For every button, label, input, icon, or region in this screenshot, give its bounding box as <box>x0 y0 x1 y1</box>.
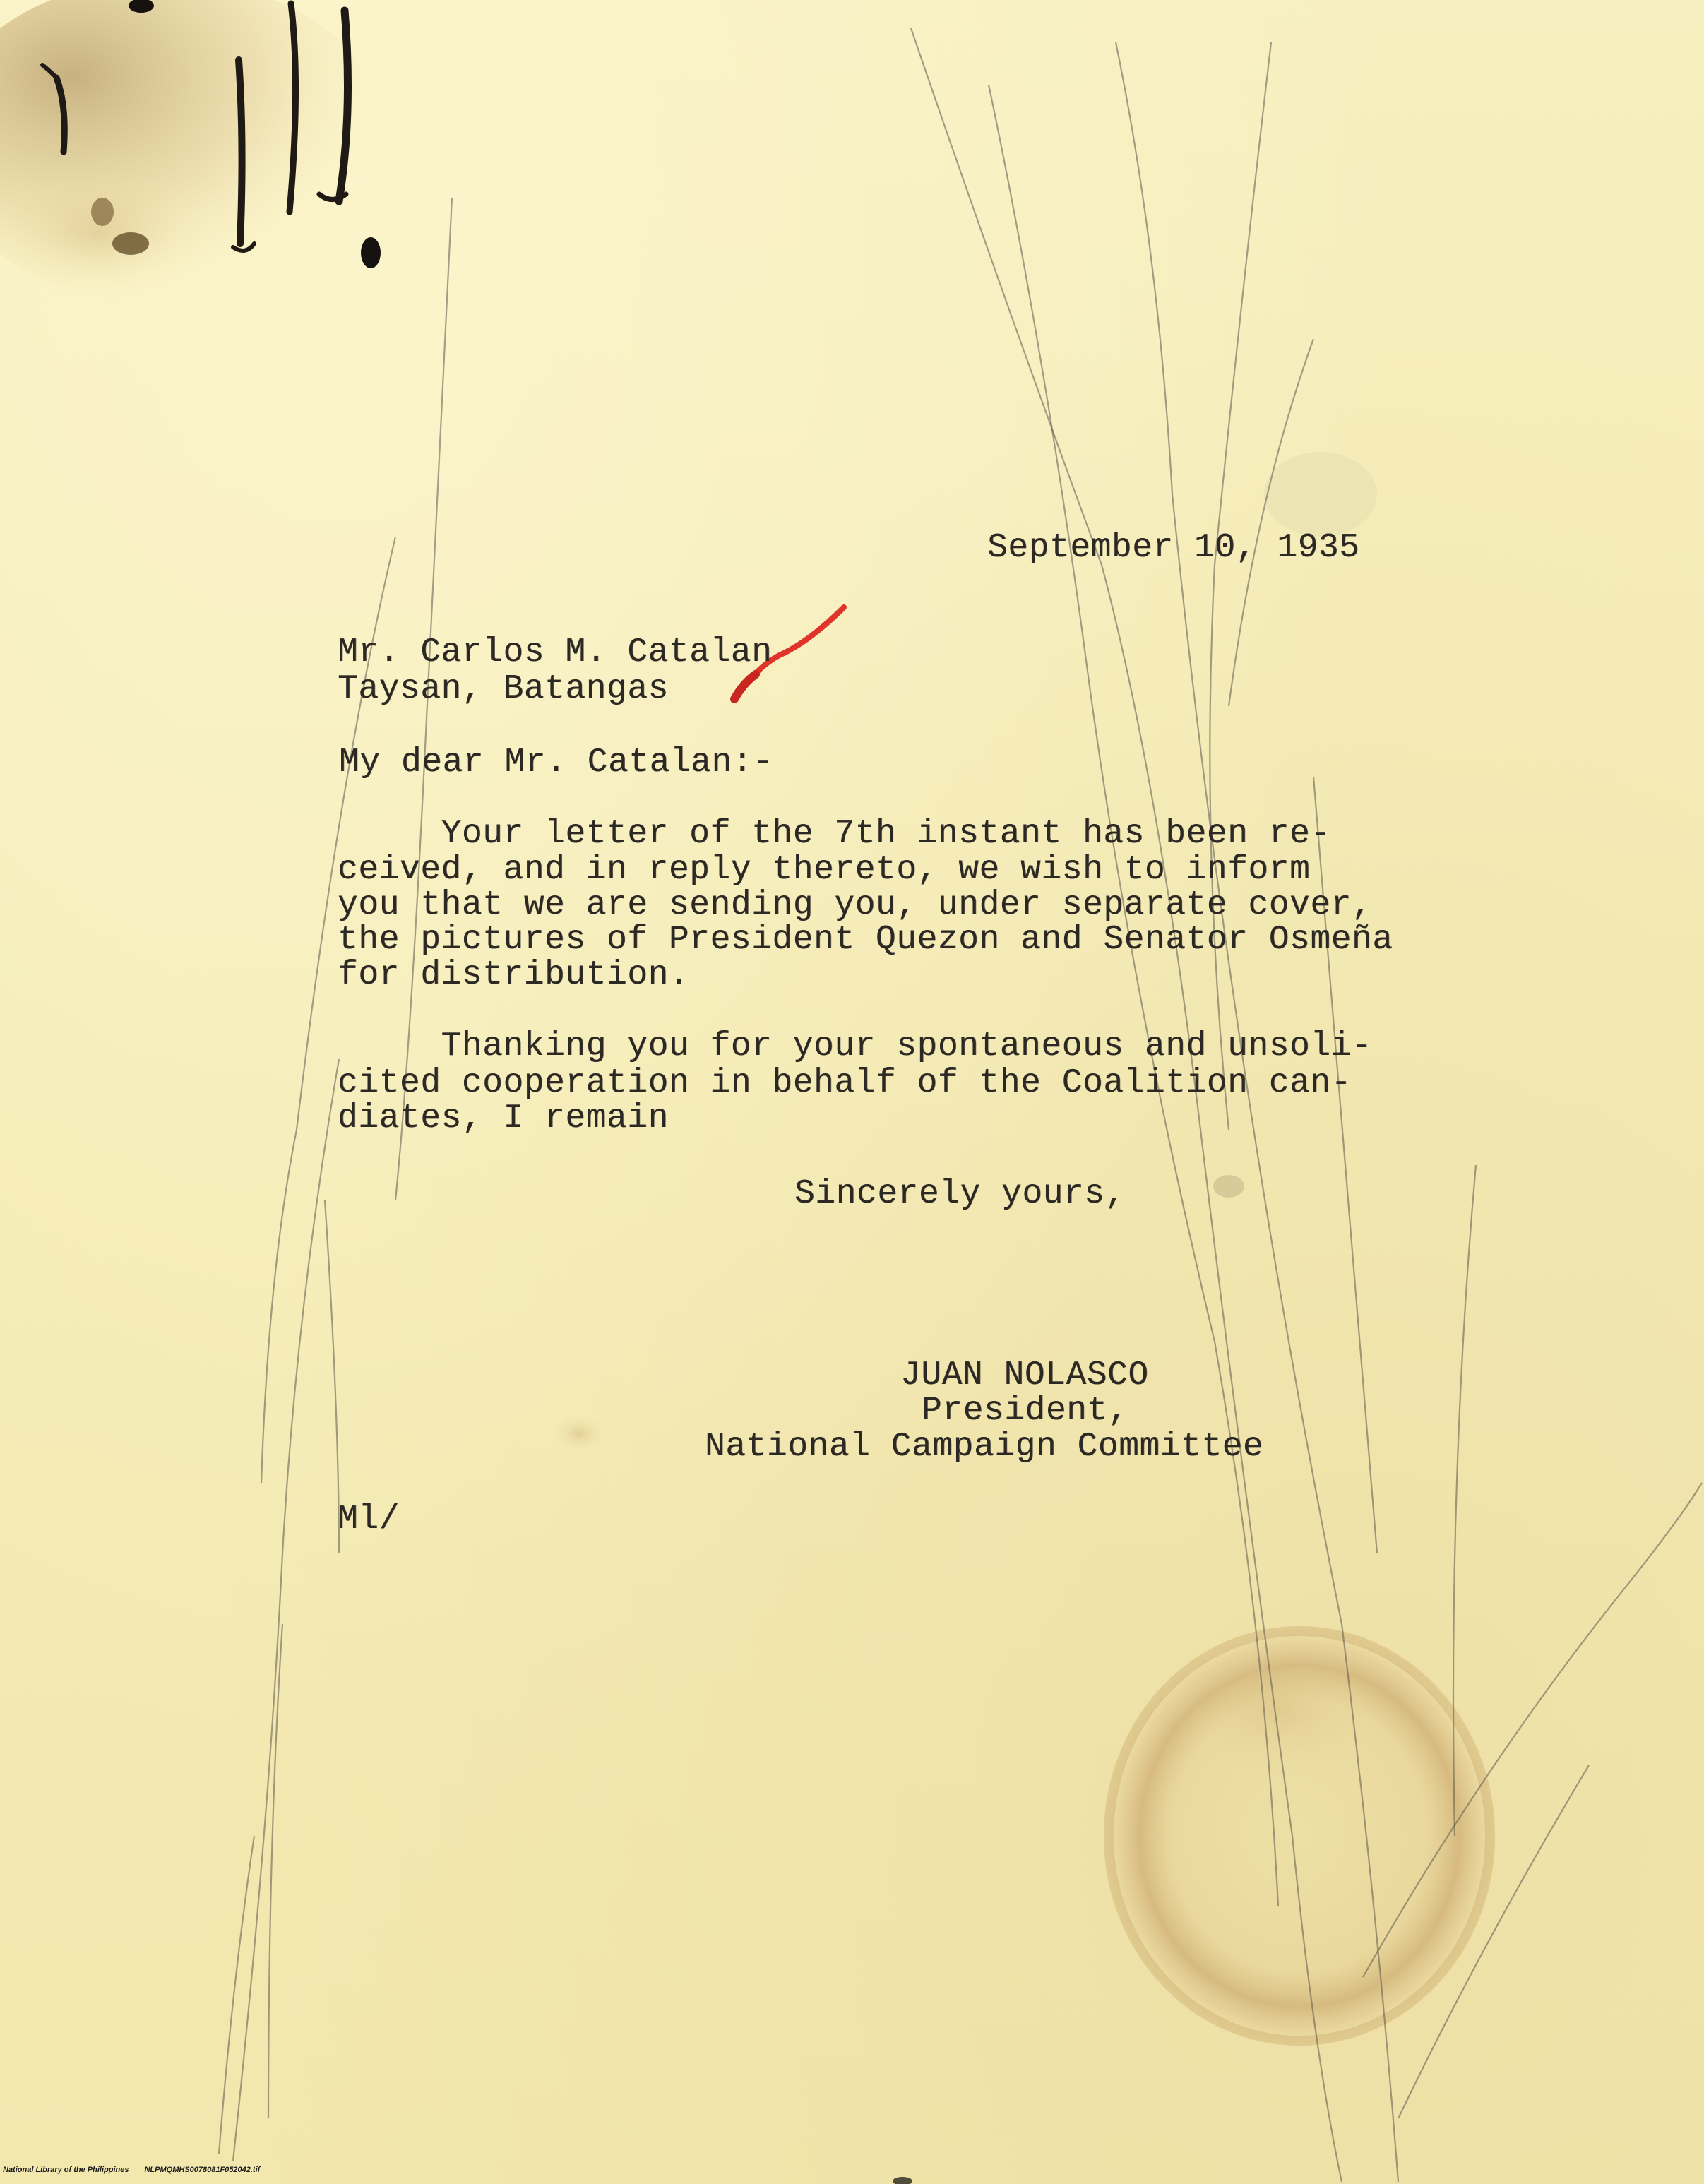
paragraph1-line: you that we are sending you, under separate cover, <box>338 886 1373 924</box>
paragraph1-line: ceived, and in reply thereto, we wish to inform <box>338 851 1311 889</box>
library-name: National Library of the Philippines <box>3 2166 129 2174</box>
paragraph2-line: Thanking you for your spontaneous and unsoli- <box>338 1027 1373 1066</box>
coffee-stain <box>1095 1617 1504 2055</box>
archive-caption <box>3 2165 275 2175</box>
paragraph1-line: Your letter of the 7th instant has been re- <box>338 815 1331 853</box>
paragraph1-line: for distribution. <box>338 956 690 994</box>
paragraph2-line: cited cooperation in behalf of the Coalition can- <box>338 1064 1352 1102</box>
recipient-address: Taysan, Batangas <box>338 670 669 708</box>
paragraph1-line: the pictures of President Quezon and Senator Osmeña <box>338 921 1393 959</box>
file-identifier: NLPMQMHS0078081F052042.tif <box>144 2166 261 2174</box>
paragraph2-line: diates, I remain <box>338 1099 669 1138</box>
typist-initials: Ml/ <box>338 1500 400 1539</box>
signatory-title: President, <box>922 1392 1129 1430</box>
signatory-name: JUAN NOLASCO <box>900 1356 1149 1395</box>
salutation: My dear Mr. Catalan:- <box>339 744 774 782</box>
signatory-organization: National Campaign Committee <box>705 1428 1264 1466</box>
letter-date: September 10, 1935 <box>987 529 1360 567</box>
closing: Sincerely yours, <box>794 1175 1126 1213</box>
recipient-name: Mr. Carlos M. Catalan <box>338 633 773 672</box>
